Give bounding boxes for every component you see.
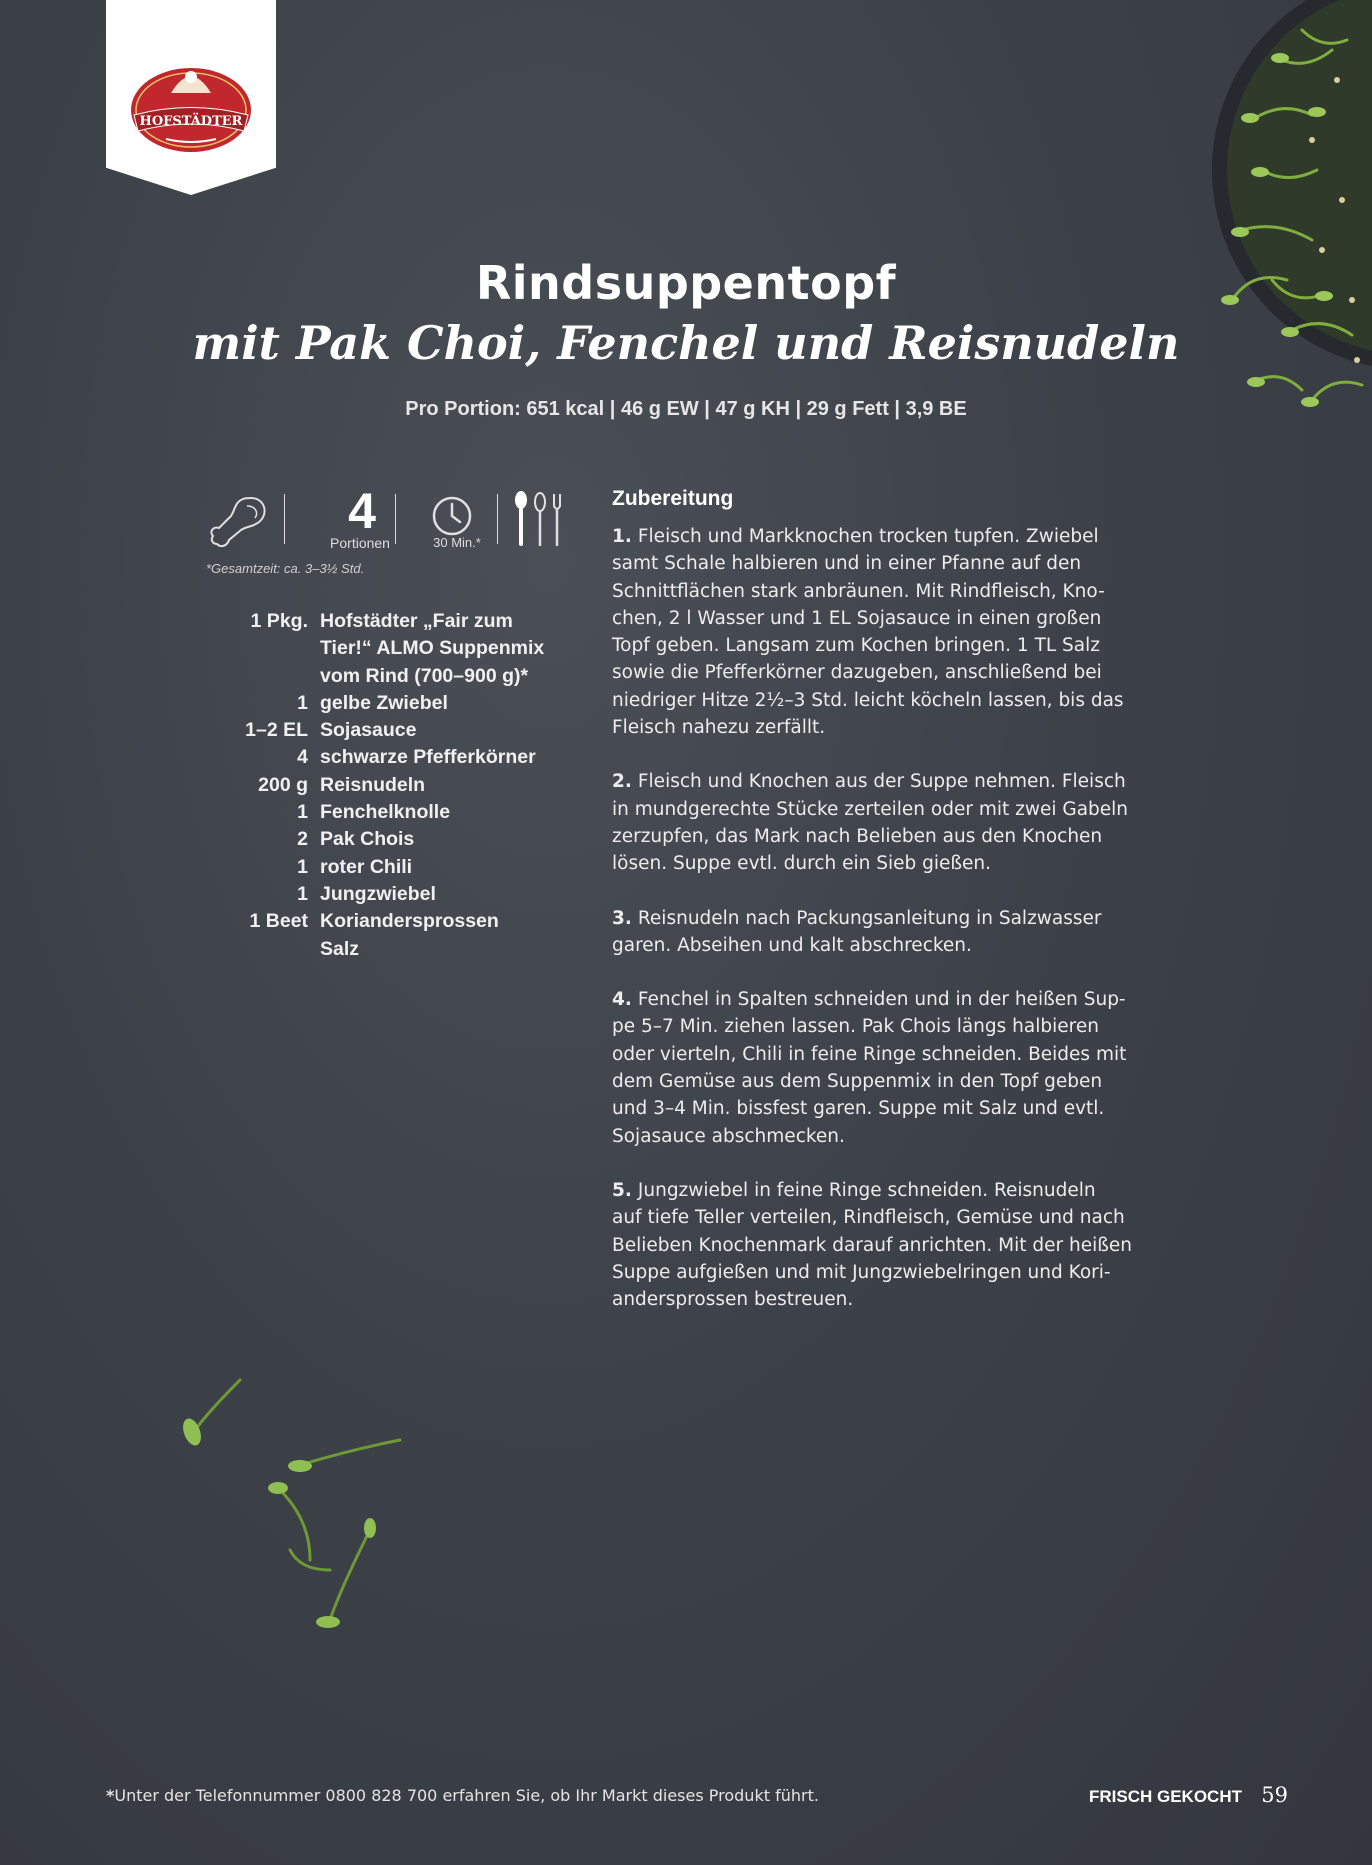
clock-icon (430, 494, 474, 538)
info-separator (497, 494, 498, 544)
ingredient-row (205, 663, 595, 690)
step-text: Sojasauce abschmecken. (612, 1125, 845, 1147)
step-line (612, 605, 1192, 632)
step-line (612, 1259, 1192, 1286)
ingredient-row (205, 826, 595, 853)
preparation-step (612, 986, 1192, 1150)
preparation-step (612, 905, 1192, 960)
cutlery-icon (510, 490, 570, 548)
svg-text:HOFSTÄDTER: HOFSTÄDTER (139, 114, 243, 129)
step-text: garen. Abseihen und kalt abschrecken. (612, 934, 972, 956)
step-line (612, 550, 1192, 577)
ingredient-row (205, 799, 595, 826)
ingredient-quantity (205, 663, 320, 690)
preparation-section (612, 487, 1192, 1340)
ingredient-row (205, 635, 595, 662)
step-text: in mundgerechte Stücke zerteilen oder mit zwei Gabeln (612, 798, 1129, 820)
step-text: Schnittflächen stark anbräunen. Mit Rindfleisch, Kno- (612, 580, 1105, 602)
step-line (612, 850, 1192, 877)
sprouts-bowl-image (1112, 0, 1372, 500)
step-text: Fleisch nahezu zerfällt. (612, 717, 826, 739)
step-line (612, 1095, 1192, 1122)
ingredient-name: schwarze Pfefferkörner (320, 746, 536, 769)
step-line (612, 823, 1192, 850)
step-text: Jungzwiebel in feine Ringe schneiden. Reisnudeln (637, 1179, 1096, 1201)
step-line (612, 796, 1192, 823)
footnote-star: * (106, 1786, 115, 1805)
portions-count: 4 (348, 483, 376, 539)
step-text: lösen. Suppe evtl. durch ein Sieb gießen. (612, 853, 992, 875)
ingredient-row (205, 936, 595, 963)
ingredient-quantity: 1 (297, 801, 308, 824)
footnote (106, 1786, 819, 1805)
ingredient-name: Salz (320, 937, 360, 960)
step-text: zerzupfen, das Mark nach Belieben aus den Knochen (612, 825, 1103, 847)
page-number: 59 (1261, 1783, 1288, 1807)
step-text: sowie die Pfefferkörner dazugeben, anschließend bei (612, 662, 1102, 684)
recipe-info-icons (205, 483, 575, 552)
ingredient-row (205, 717, 595, 744)
step-text: Fleisch und Knochen aus der Suppe nehmen. Fleisch (637, 771, 1126, 793)
step-text: niedriger Hitze 2½–3 Std. leicht köcheln lassen, bis das (612, 689, 1124, 711)
ingredient-quantity: 1 Beet (249, 910, 308, 933)
step-line (612, 523, 1192, 550)
step-line (612, 714, 1192, 741)
ingredient-name: Pak Chois (320, 828, 415, 851)
step-line (612, 1041, 1192, 1068)
ingredient-quantity: 200 g (258, 773, 308, 796)
recipe-header (0, 256, 1372, 421)
time-label: 30 Min.* (433, 535, 481, 550)
step-text: oder vierteln, Chili in feine Ringe schneiden. Beides mit (612, 1043, 1127, 1065)
step-number: 5. (612, 1179, 632, 1201)
step-text: pe 5–7 Min. ziehen lassen. Pak Chois längs halbieren (612, 1016, 1099, 1038)
step-text: Fleisch und Markknochen trocken tupfen. Zwiebel (637, 526, 1099, 547)
ingredient-name: vom Rind (700–900 g)* (320, 664, 529, 687)
hofstaedter-logo (126, 55, 256, 155)
step-line (612, 659, 1192, 686)
ingredient-quantity: 1 (297, 855, 308, 878)
step-text: Suppe aufgießen und mit Jungzwiebelringen und Kori- (612, 1261, 1111, 1283)
ingredient-row (205, 690, 595, 717)
ingredient-name: Reisnudeln (320, 773, 426, 796)
ingredient-row (205, 608, 595, 635)
ingredient-name: Sojasauce (320, 719, 417, 742)
ingredient-row (205, 772, 595, 799)
step-text: und 3–4 Min. bissfest garen. Suppe mit Salz und evtl. (612, 1098, 1105, 1120)
step-line (612, 768, 1192, 795)
step-text: Fenchel in Spalten schneiden und in der heißen Sup- (637, 989, 1126, 1011)
step-text: auf tiefe Teller verteilen, Rindfleisch, Gemüse und nach (612, 1207, 1125, 1229)
ingredient-row (205, 908, 595, 935)
portions-label: Portionen (330, 535, 390, 551)
ingredient-quantity: 1 (297, 691, 308, 714)
nutrition-info: Pro Portion: 651 kcal | 46 g EW | 47 g KH | 29 g Fett | 3,9 BE (405, 398, 967, 420)
step-line (612, 632, 1192, 659)
step-number: 4. (612, 989, 632, 1011)
ingredient-name: roter Chili (320, 855, 413, 878)
preparation-title: Zubereitung (612, 487, 734, 510)
ingredient-quantity: 1 Pkg. (250, 610, 308, 632)
preparation-step (612, 1177, 1192, 1313)
ingredient-name: Hofstädter „Fair zum (320, 610, 513, 632)
recipe-subtitle: mit Pak Choi, Fenchel und Reisnudeln (192, 316, 1180, 370)
step-line (612, 1232, 1192, 1259)
total-time-note: *Gesamtzeit: ca. 3–3½ Std. (206, 561, 365, 576)
step-number: 2. (612, 771, 632, 793)
step-text: dem Gemüse aus dem Suppenmix in den Topf geben (612, 1071, 1103, 1093)
step-text: chen, 2 l Wasser und 1 EL Sojasauce in einen großen (612, 607, 1102, 629)
ingredient-quantity: 4 (297, 746, 308, 769)
step-line (612, 578, 1192, 605)
step-text: samt Schale halbieren und in einer Pfanne auf den (612, 553, 1082, 575)
preparation-step (612, 523, 1192, 741)
ingredient-quantity (205, 936, 320, 963)
ingredient-name: Tier!“ ALMO Suppenmix (320, 637, 545, 660)
step-text: Topf geben. Langsam zum Kochen bringen. 1 TL Salz (612, 635, 1100, 657)
step-text: Reisnudeln nach Packungsanleitung in Salzwasser (637, 907, 1102, 929)
info-separator (395, 494, 396, 544)
ingredient-name: Jungzwiebel (320, 882, 436, 905)
brand-logo-tab (106, 0, 276, 195)
ingredient-row (205, 744, 595, 771)
ingredient-name: Koriandersprossen (320, 910, 499, 933)
footnote-text: Unter der Telefonnummer 0800 828 700 erfahren Sie, ob Ihr Markt dieses Produkt führt. (114, 1786, 819, 1805)
ingredients-list (205, 608, 595, 963)
sprouts-sprigs-image (170, 1370, 450, 1640)
step-line (612, 1013, 1192, 1040)
ingredient-quantity (205, 635, 320, 662)
step-line (612, 932, 1192, 959)
step-line (612, 1123, 1192, 1150)
recipe-title: Rindsuppentopf (475, 256, 897, 310)
ingredient-quantity: 2 (297, 828, 308, 851)
step-line (612, 1177, 1192, 1204)
ingredient-row (205, 854, 595, 881)
step-line (612, 1068, 1192, 1095)
info-separator (284, 494, 285, 544)
ingredient-name: Fenchelknolle (320, 801, 451, 824)
footer-brand: FRISCH GEKOCHT (1089, 1787, 1242, 1806)
ingredient-name: gelbe Zwiebel (320, 691, 448, 714)
step-line (612, 986, 1192, 1013)
chicken-leg-icon (207, 492, 271, 548)
ingredient-row (205, 881, 595, 908)
step-text: andersprossen bestreuen. (612, 1289, 854, 1311)
preparation-steps (612, 523, 1192, 1313)
step-line (612, 905, 1192, 932)
step-number: 3. (612, 907, 632, 929)
step-number: 1. (612, 526, 632, 547)
step-line (612, 1204, 1192, 1231)
step-line (612, 1286, 1192, 1313)
ingredient-quantity: 1–2 EL (245, 719, 308, 742)
ingredient-quantity: 1 (297, 882, 308, 905)
preparation-step (612, 768, 1192, 877)
step-line (612, 687, 1192, 714)
step-text: Belieben Knochenmark darauf anrichten. Mit der heißen (612, 1234, 1133, 1256)
